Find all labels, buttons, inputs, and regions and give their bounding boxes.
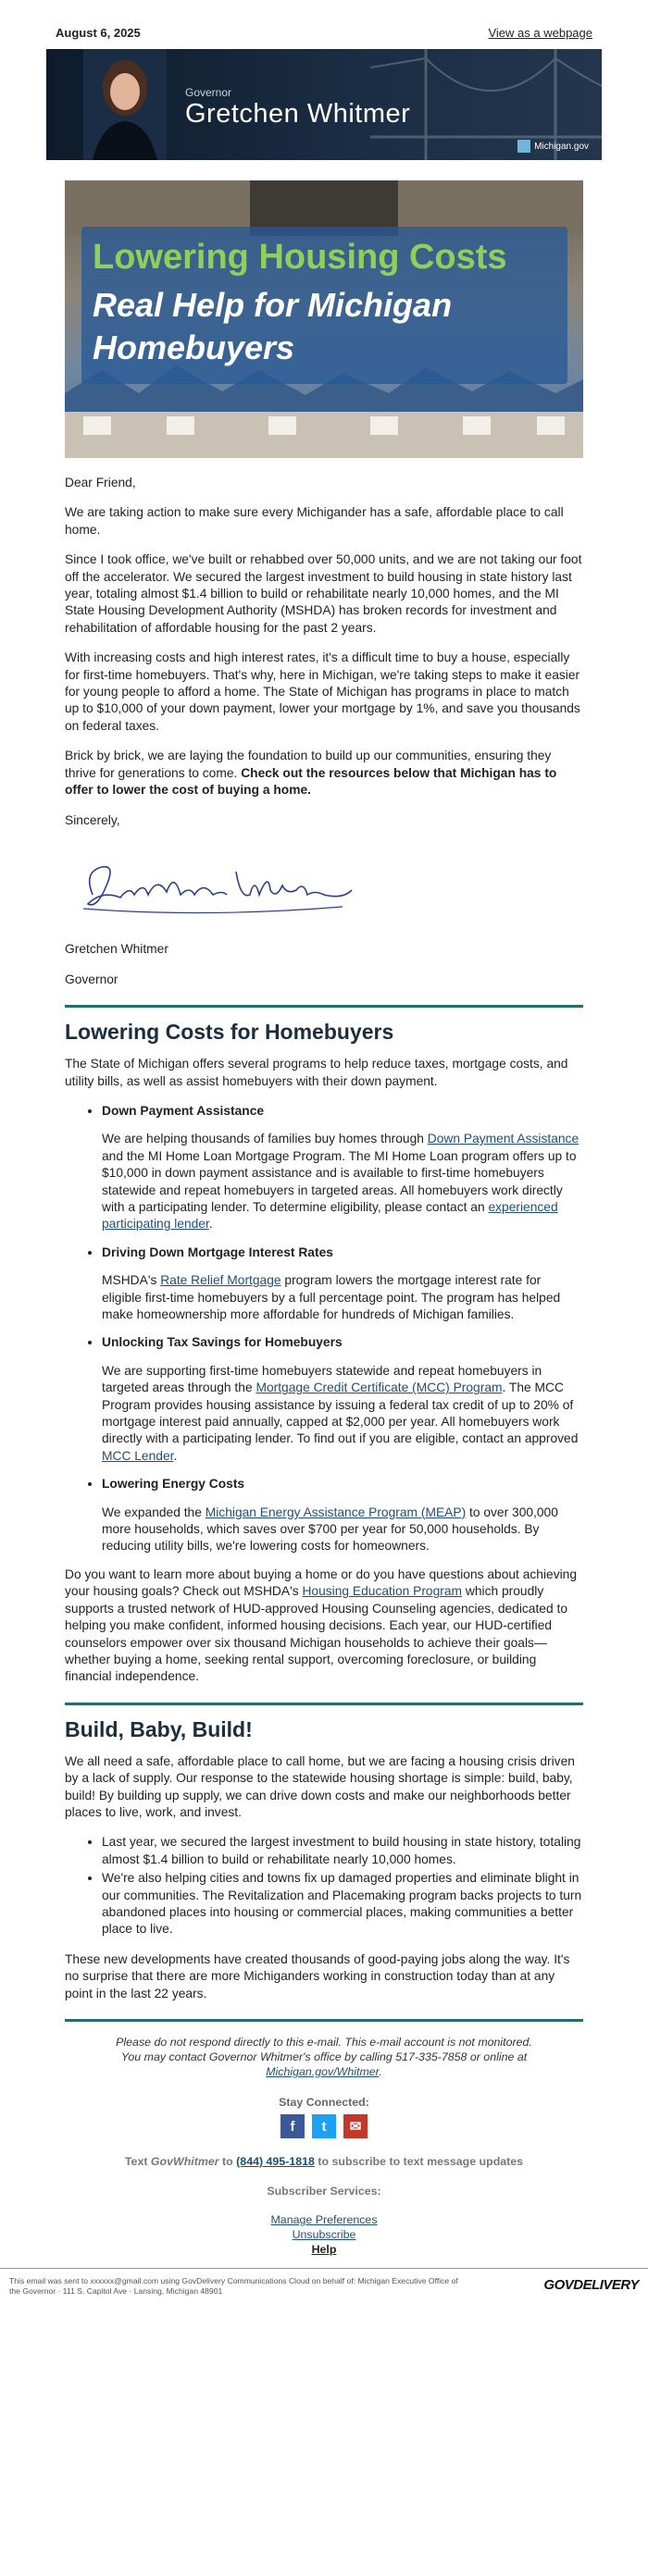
section2-intro: We all need a safe, affordable place to call home, but we are facing a housing crisis driven by a lack of supply. Our response to the statewide housing shortage is simple: build, baby, build! By building up supply, we can drive down costs and make our neighborhoods better places to live, work, and invest. [65, 1753, 575, 1819]
desc-text: program lowers the mortgage interest rate for eligible first-time homebuyers by a full percentage point. The program has helped make homeownership more affordable for hundreds of Michigan families. [102, 1273, 561, 1321]
closing: Sincerely, [65, 812, 120, 827]
text-subscribe-line [65, 2155, 583, 2168]
email-footer [65, 2035, 583, 2257]
text-keyword: GovWhitmer [150, 2155, 219, 2168]
program-heading: • Lowering Energy Costs [102, 1477, 245, 1492]
manage-preferences-link[interactable]: Manage Preferences [270, 2213, 378, 2226]
letter-paragraph-1: We are taking action to make sure every Michigander has a safe, affordable place to call home. [65, 505, 564, 537]
desc-text: We expanded the [102, 1505, 206, 1519]
desc-text: . The MCC Program provides housing assistance by issuing a federal tax credit of up to 20% of mortgage interest paid annually, capped at $2,000 per year. All homebuyers work directly with a participating lender. To find out if you are eligible, contact an approved [102, 1381, 579, 1446]
desc-text: MSHDA's [102, 1273, 161, 1288]
do-not-reply-notice [65, 2035, 583, 2079]
unsubscribe-link[interactable]: Unsubscribe [292, 2228, 356, 2241]
desc-text: to over 300,000 more households, which saves over $700 per year for 50,000 households. By reducing utility bills, we're lowering costs for homeowners. [102, 1505, 558, 1554]
hero-headline: Lowering Housing Costs [93, 238, 507, 277]
text-sub-part: to [218, 2155, 237, 2168]
notice-text: You may contact Governor Whitmer's office by calling 517-335-7858 or online at [120, 2050, 528, 2063]
program-description [102, 1131, 583, 1232]
governor-portrait [83, 49, 167, 160]
mcc-lender-link[interactable]: MCC Lender [102, 1448, 174, 1463]
email-icon[interactable]: ✉ [343, 2114, 368, 2138]
michigan-logo-icon [517, 140, 530, 153]
letter-paragraph-4-bold: Check out the resources below that Michigan has to offer to lower the cost of buying a home. [65, 765, 557, 798]
desc-text: . [173, 1448, 178, 1463]
meap-link[interactable]: Michigan Energy Assistance Program (MEAP) [205, 1505, 467, 1519]
desc-text: We are helping thousands of families buy homes through [102, 1132, 428, 1146]
list-item [102, 1103, 583, 1233]
greeting: Dear Friend, [65, 476, 136, 489]
section-title-build-baby-build: Build, Baby, Build! [65, 1716, 253, 1741]
list-item: • Last year, we secured the largest investment to build housing in state history, totaling almost $1.4 billion to build or rehabilitate nearly 10,000 homes. [102, 1834, 583, 1868]
email-body [65, 475, 583, 2022]
housing-education-program-link[interactable]: Housing Education Program [302, 1584, 463, 1599]
program-heading: • Down Payment Assistance [102, 1103, 265, 1118]
program-heading: • Driving Down Mortgage Interest Rates [102, 1245, 333, 1259]
notice-line-1: Please do not respond directly to this e-mail. This e-mail account is not monitored. [116, 2036, 532, 2049]
section2-outro: These new developments have created thousands of good-paying jobs along the way. It's no surprise that there are more Michiganders working in construction today than at any point in the last 22 years. [65, 1951, 570, 2000]
section1-outro [65, 1567, 583, 1686]
section-divider-1 [65, 1005, 583, 1008]
notice-line-2 [65, 2050, 583, 2079]
delivery-line-1: This email was sent to xxxxxx@gmail.com using GovDelivery Communications Cloud on behalf of: Michigan Executive Office of [9, 2276, 458, 2285]
hero-subheadline: Real Help for Michigan Homebuyers [93, 286, 453, 366]
list-item [102, 1245, 583, 1324]
delivery-notice [9, 2276, 458, 2297]
view-as-webpage-link[interactable]: View as a webpage [488, 25, 592, 40]
govdelivery-logo[interactable]: GOVDELIVERY [543, 2277, 639, 2293]
email-topbar [56, 0, 592, 42]
list-item [102, 1334, 583, 1465]
down-payment-assistance-link[interactable]: Down Payment Assistance [427, 1132, 579, 1146]
subscriber-links [65, 2212, 583, 2257]
text-sub-part: Text [124, 2155, 151, 2168]
desc-text: We are supporting first-time homebuyers statewide and repeat homebuyers in targeted areas through the [102, 1363, 542, 1395]
outro-text: which proudly supports a trusted network of HUD-approved Housing Counseling agencies, dedicated to helping you make confident, informed housing decisions. Each year, our HUD-certified counselors empower over six thousand Michigan households to achieve their goals—whether buying a home, seeking rental support, overcoming foreclosure, or building financial independence. [65, 1584, 567, 1684]
desc-text: . [208, 1217, 213, 1232]
program-description [102, 1272, 583, 1323]
program-heading: • Unlocking Tax Savings for Homebuyers [102, 1335, 343, 1350]
hero-image [65, 180, 583, 458]
michigan-gov-logo [517, 140, 589, 153]
governor-banner [46, 49, 602, 160]
program-description [102, 1505, 583, 1555]
mcc-program-link[interactable]: Mortgage Credit Certificate (MCC) Program [255, 1381, 503, 1395]
list-item: • We're also helping cities and towns fix up damaged properties and eliminate blight in our communities. The Revitalization and Placemaking program backs projects to turn abandoned places into housing or commercial places, making communities a better place to live. [102, 1870, 583, 1938]
twitter-icon[interactable]: t [312, 2114, 336, 2138]
section1-intro: The State of Michigan offers several programs to help reduce taxes, mortgage costs, and utility bills, as well as assist homebuyers with their down payment. [65, 1057, 568, 1088]
letter-paragraph-2: Since I took office, we've built or rehabbed over 50,000 units, and we are not taking our foot off the accelerator. We secured the largest investment to build housing in state history last year, totaling almost $1.4 billion to build or rehabilitate nearly 10,000 homes, and the MI State Housing Development Authority (MSHDA) has broken records for investment and rehabilitation of affordable housing for the past 2 years. [65, 552, 582, 635]
subscriber-services-label: Subscriber Services: [267, 2185, 381, 2198]
letter-paragraph-4 [65, 748, 583, 799]
help-link[interactable]: Help [311, 2243, 337, 2256]
notice-text: . [379, 2065, 382, 2078]
banner-governor-label: Governor [185, 86, 232, 99]
section-title-lowering-costs: Lowering Costs for Homebuyers [65, 1020, 394, 1045]
facebook-icon[interactable]: f [280, 2114, 305, 2138]
section-divider-3 [65, 2019, 583, 2022]
build-bullets-list [65, 1834, 583, 1938]
participating-lender-link[interactable]: experienced participating lender [102, 1199, 558, 1232]
section-divider-2 [65, 1703, 583, 1705]
social-links [65, 2114, 583, 2138]
rate-relief-mortgage-link[interactable]: Rate Relief Mortgage [160, 1273, 281, 1288]
homebuyer-programs-list [65, 1103, 583, 1555]
text-sub-part: to subscribe to text message updates [314, 2155, 524, 2168]
banner-governor-name: Gretchen Whitmer [185, 99, 411, 129]
michigan-gov-whitmer-link[interactable]: Michigan.gov/Whitmer [266, 2065, 380, 2078]
program-description [102, 1363, 583, 1465]
handwritten-signature [65, 844, 361, 927]
outro-text: Do you want to learn more about buying a home or do you have questions about achieving your housing goals? Check out MSHDA's [65, 1567, 578, 1599]
email-date: August 6, 2025 [56, 25, 141, 40]
delivery-footer [0, 2268, 648, 2297]
signature-name: Gretchen Whitmer [65, 942, 168, 957]
michigan-logo-text: Michigan.gov [534, 141, 589, 152]
letter-paragraph-3: With increasing costs and high interest rates, it's a difficult time to buy a house, especially for first-time homebuyers. That's why, here in Michigan, we're taking steps to make it easier for young people to afford a home. The State of Michigan has programs in place to match up to $10,000 of your down payment, lower your mortgage by 1%, and save you thousands on federal taxes. [65, 650, 580, 733]
text-number-link[interactable]: (844) 495-1818 [236, 2155, 315, 2168]
letter-paragraph-4-text: Brick by brick, we are laying the foundation to build up our communities, ensuring they thrive for generations to come. [65, 749, 552, 780]
signature-title: Governor [65, 972, 118, 986]
list-item [102, 1476, 583, 1555]
stay-connected-label: Stay Connected: [279, 2096, 369, 2109]
desc-text: and the MI Home Loan Mortgage Program. The MI Home Loan program offers up to $10,000 in down payment assistance and is available to first-time homebuyers statewide and repeat homebuyers in targeted areas. All homebuyers work directly with a participating lender. To determine eligibility, please contact an [102, 1148, 577, 1214]
delivery-line-2: the Governor · 111 S. Capitol Ave · Lansing, Michigan 48901 [9, 2286, 223, 2296]
